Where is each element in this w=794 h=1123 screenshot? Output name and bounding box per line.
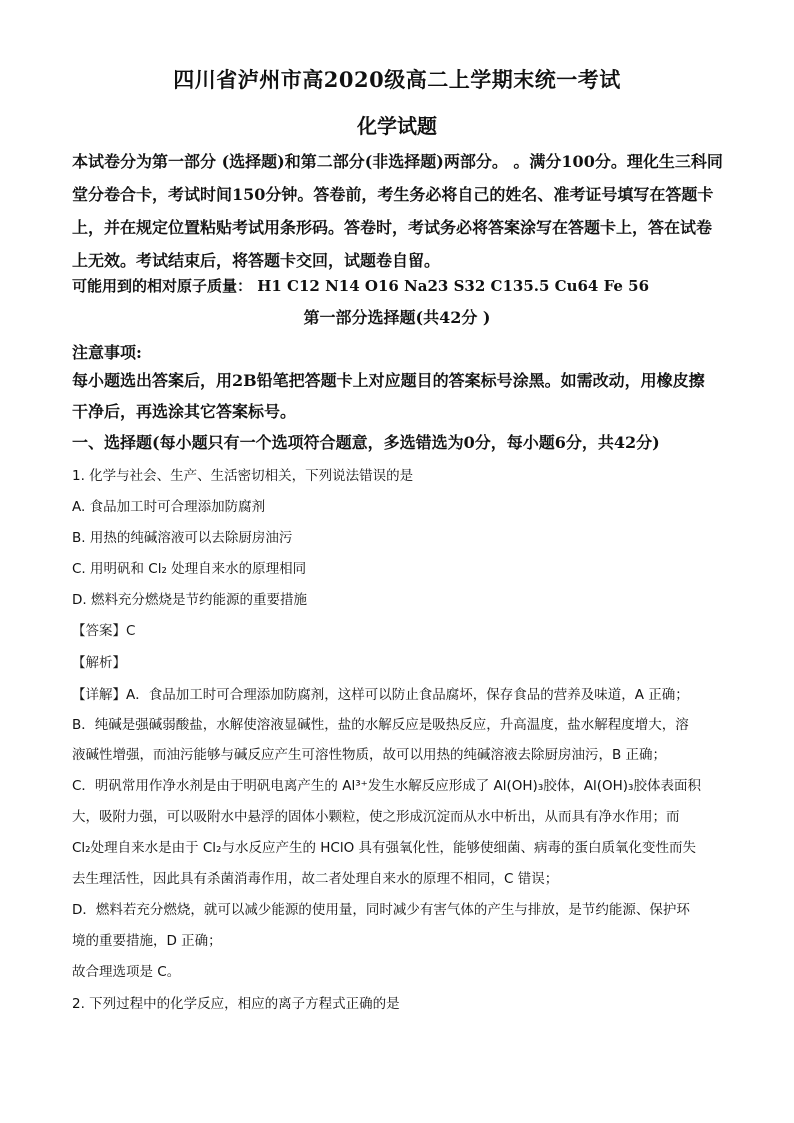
option-a: A. 食品加工时可合理添加防腐剂 [72, 499, 266, 515]
notice-title: 注意事项: [72, 343, 142, 362]
question-stem: 1. 化学与社会、生产、生活密切相关，下列说法错误的是 [72, 468, 414, 484]
option-b: B. 用热的纯碱溶液可以去除厨房油污 [72, 530, 293, 546]
analysis-label: 【解析】 [72, 655, 126, 671]
explanation-line: 大，吸附力强，可以吸附水中悬浮的固体小颗粒，使之形成沉淀而从水中析出，从而具有净水作用；而 [72, 809, 680, 825]
notice-line: 每小题选出答案后，用2B铅笔把答题卡上对应题目的答案标号涂黑。如需改动，用橡皮擦 [72, 371, 705, 390]
atomic-masses: 可能用到的相对原子质量： H1 C12 N14 O16 Na23 S32 C135.5 Cu64 Fe 56 [72, 277, 650, 295]
notice-line: 干净后，再选涂其它答案标号。 [72, 402, 297, 421]
intro-line: 本试卷分为第一部分 (选择题)和第二部分(非选择题)两部分。 。满分100分。理化生三科同 [72, 152, 723, 171]
part1-heading: 第一部分选择题(共42分 ) [303, 308, 491, 327]
explanation-line: B．纯碱是强碱弱酸盐，水解使溶液显碱性，盐的水解反应是吸热反应，升高温度，盐水解程度增大，溶 [72, 717, 689, 733]
intro-line: 上无效。考试结束后，将答题卡交回，试题卷自留。 [72, 251, 441, 270]
explanation-line: 境的重要措施，D 正确； [72, 933, 222, 949]
question-stem: 2. 下列过程中的化学反应，相应的离子方程式正确的是 [72, 996, 400, 1012]
explanation-line: 【详解】A．食品加工时可合理添加防腐剂，这样可以防止食品腐坏，保存食品的营养及味道，A 正确； [72, 687, 689, 703]
option-d: D. 燃料充分燃烧是节约能源的重要措施 [72, 592, 307, 608]
explanation-line: 故合理选项是 C。 [72, 964, 181, 980]
section-title: 一、选择题(每小题只有一个选项符合题意，多选错选为0分，每小题6分，共42分) [72, 433, 660, 452]
answer-label: 【答案】C [72, 623, 136, 639]
explanation-line: 液碱性增强，而油污能够与碱反应产生可溶性物质，故可以用热的纯碱溶液去除厨房油污，B 正确； [72, 747, 667, 763]
explanation-line: Cl₂处理自来水是由于 Cl₂与水反应产生的 HClO 具有强氧化性，能够使细菌、病毒的蛋白质氧化变性而失 [72, 840, 697, 856]
page-title: 四川省泸州市高2020级高二上学期末统一考试 [173, 67, 621, 92]
intro-line: 上，并在规定位置粘贴考试用条形码。答卷时，考试务必将答案涂写在答题卡上，答在试卷 [72, 218, 713, 237]
explanation-line: 去生理活性，因此具有杀菌消毒作用，故二者处理自来水的原理不相同，C 错误； [72, 871, 559, 887]
page-subtitle: 化学试题 [357, 114, 437, 138]
explanation-line: D．燃料若充分燃烧，就可以减少能源的使用量，同时减少有害气体的产生与排放，是节约能源、保护环 [72, 902, 690, 918]
intro-line: 堂分卷合卡，考试时间150分钟。答卷前，考生务必将自己的姓名、准考证号填写在答题卡 [72, 185, 714, 204]
explanation-line: C．明矾常用作净水剂是由于明矾电离产生的 Al³⁺发生水解反应形成了 Al(OH)₃胶体，Al(OH)₃胶体表面积 [72, 778, 701, 794]
option-c: C. 用明矾和 Cl₂ 处理自来水的原理相同 [72, 561, 307, 577]
